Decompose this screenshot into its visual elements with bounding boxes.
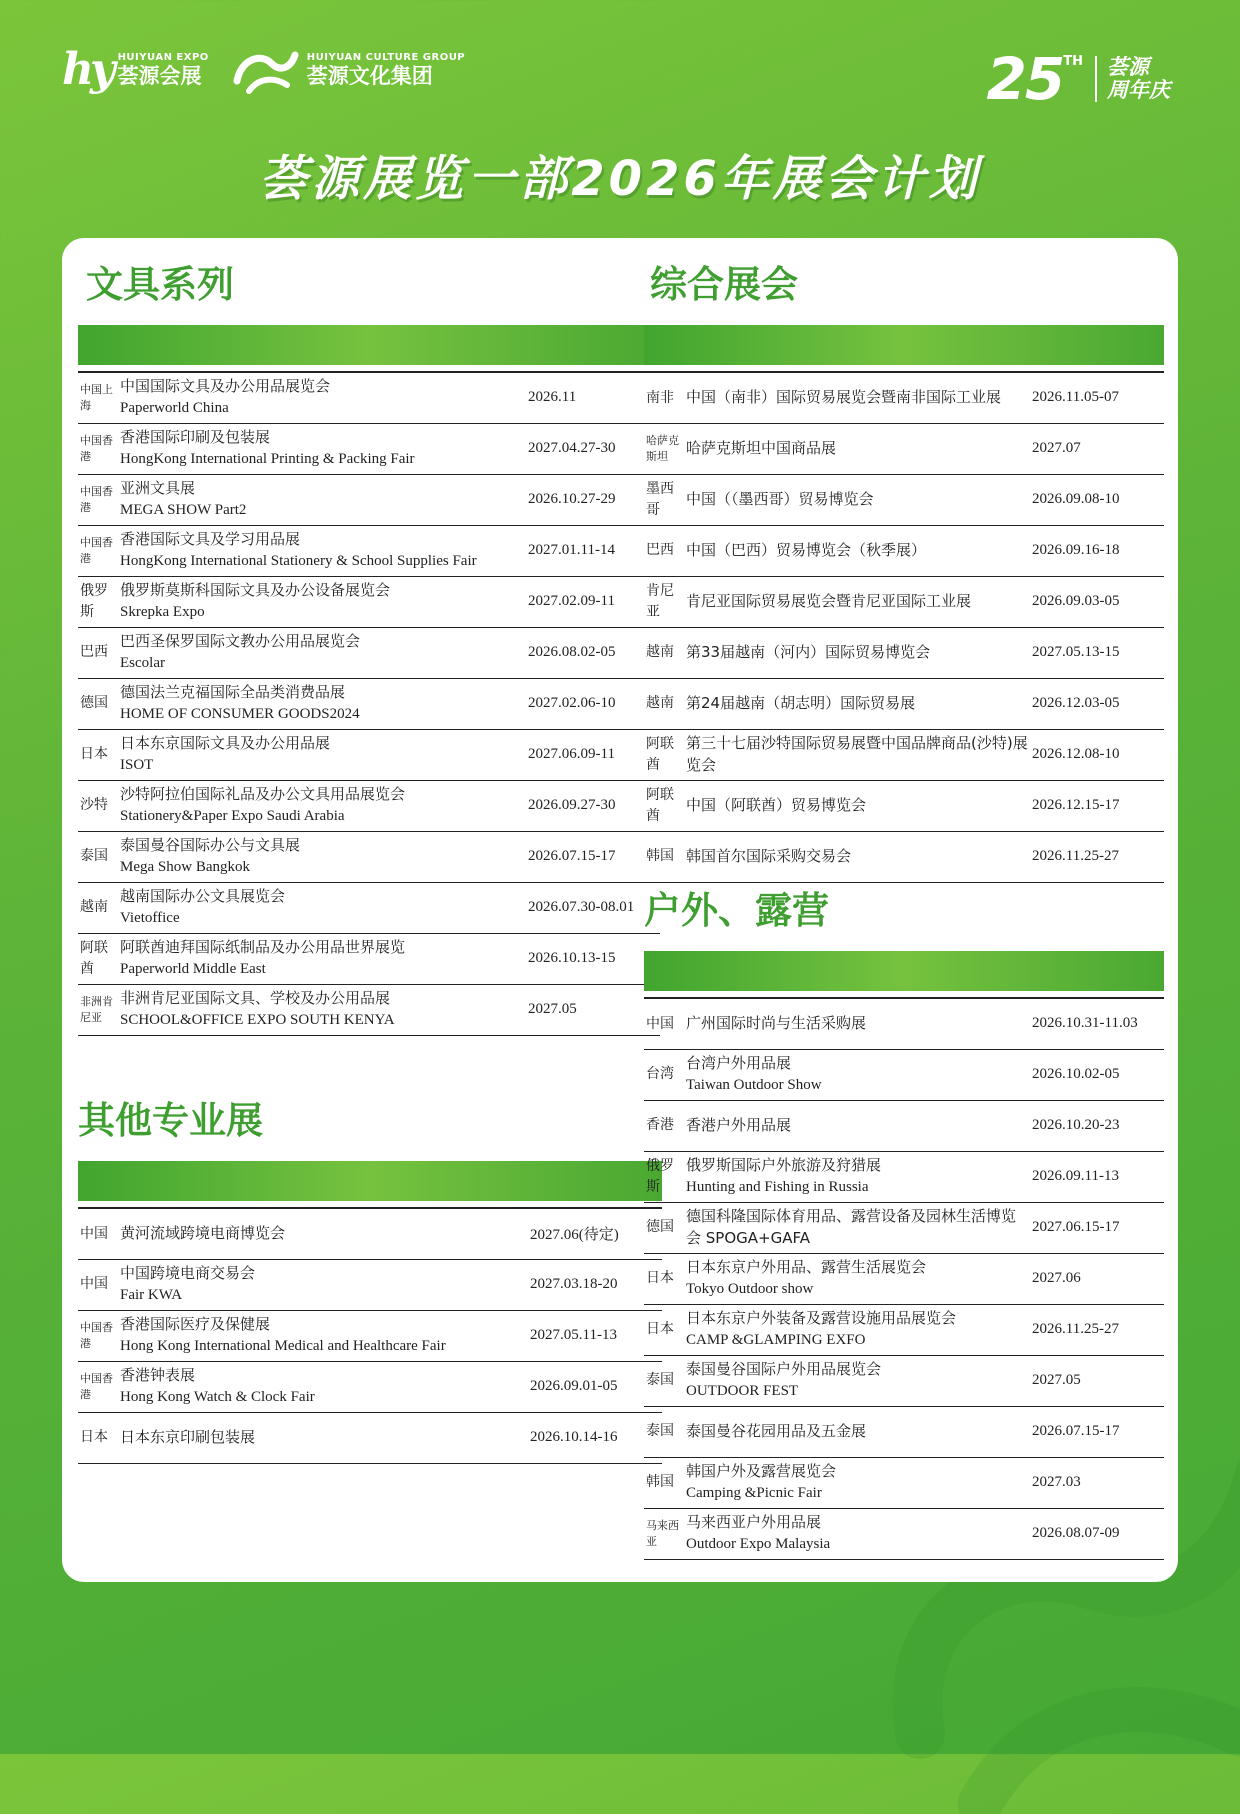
section-header-bar xyxy=(644,325,1164,365)
country-cell: 肯尼亚 xyxy=(644,576,684,627)
country-cell: 香港 xyxy=(644,1100,684,1151)
exhibition-name-en: HOME OF CONSUMER GOODS2024 xyxy=(120,705,360,722)
section-comprehensive xyxy=(644,263,1164,883)
brand-logos xyxy=(62,44,465,95)
exhibition-name-cell xyxy=(118,1310,528,1361)
exhibition-table xyxy=(78,1207,662,1464)
exhibition-name-cell xyxy=(118,1412,528,1463)
table-row xyxy=(644,678,1164,729)
exhibition-name-zh: 台湾户外用品展 xyxy=(686,1053,792,1072)
exhibition-name-zh: 第三十七届沙特国际贸易展暨中国品牌商品(沙特)展览会 xyxy=(686,733,1028,774)
exhibition-name-zh: 阿联酋迪拜国际纸制品及办公用品世界展览 xyxy=(120,937,406,956)
table-row xyxy=(78,831,660,882)
logo1-zh: 荟源会展 xyxy=(117,63,202,88)
exhibition-name-en: Outdoor Expo Malaysia xyxy=(686,1535,831,1552)
schedule-card xyxy=(62,238,1178,1582)
date-cell: 2026.12.03-05 xyxy=(1030,678,1164,729)
exhibition-name-cell xyxy=(118,729,526,780)
country-cell: 南非 xyxy=(644,372,684,423)
country-cell: 俄罗斯 xyxy=(644,1151,684,1202)
country-cell: 阿联酋 xyxy=(78,933,118,984)
table-row xyxy=(644,1151,1164,1202)
exhibition-name-cell xyxy=(118,1361,528,1412)
section-stationery xyxy=(78,263,660,1036)
exhibition-name-zh: 韩国首尔国际采购交易会 xyxy=(686,846,852,865)
table-row xyxy=(644,1304,1164,1355)
table-row xyxy=(644,372,1164,423)
section-title: 综合展会 xyxy=(650,263,798,306)
exhibition-name-zh: 哈萨克斯坦中国商品展 xyxy=(686,438,837,457)
date-cell: 2026.12.15-17 xyxy=(1030,780,1164,831)
page-title: 荟源展览一部2026年展会计划 xyxy=(259,151,981,207)
date-cell: 2027.05.11-13 xyxy=(528,1310,662,1361)
country-cell: 越南 xyxy=(644,678,684,729)
exhibition-name-zh: 黄河流域跨境电商博览会 xyxy=(120,1223,286,1242)
table-row xyxy=(78,474,660,525)
exhibition-name-cell xyxy=(684,1508,1030,1559)
exhibition-name-cell xyxy=(684,525,1030,576)
exhibition-name-cell xyxy=(118,474,526,525)
section-title: 其他专业展 xyxy=(78,1099,263,1142)
divider xyxy=(1095,56,1097,102)
exhibition-name-cell xyxy=(684,729,1030,780)
exhibition-name-zh: 日本东京户外装备及露营设施用品展览会 xyxy=(686,1308,957,1327)
exhibition-name-cell xyxy=(684,831,1030,882)
section-other-professional xyxy=(78,1099,662,1464)
date-cell: 2026.12.08-10 xyxy=(1030,729,1164,780)
table-row xyxy=(78,933,660,984)
date-cell: 2026.09.08-10 xyxy=(1030,474,1164,525)
country-cell: 德国 xyxy=(644,1202,684,1253)
country-cell: 中国香港 xyxy=(78,1361,118,1412)
section-header-bar xyxy=(78,325,660,365)
country-cell: 阿联酋 xyxy=(644,729,684,780)
date-cell: 2027.03 xyxy=(1030,1457,1164,1508)
table-row xyxy=(78,780,660,831)
exhibition-name-cell xyxy=(684,1355,1030,1406)
country-cell: 中国香港 xyxy=(78,1310,118,1361)
table-row xyxy=(644,627,1164,678)
country-cell: 日本 xyxy=(644,1304,684,1355)
exhibition-name-cell xyxy=(118,525,526,576)
table-row xyxy=(644,1253,1164,1304)
exhibition-name-cell xyxy=(684,1406,1030,1457)
country-cell: 哈萨克斯坦 xyxy=(644,423,684,474)
logo2-zh: 荟源文化集团 xyxy=(306,63,433,88)
exhibition-name-zh: 第33届越南（河内）国际贸易博览会 xyxy=(686,642,931,661)
table-row xyxy=(78,1259,662,1310)
date-cell: 2027.05 xyxy=(526,984,660,1035)
exhibition-name-zh: 日本东京印刷包装展 xyxy=(120,1427,256,1446)
country-cell: 非洲肯尼亚 xyxy=(78,984,118,1035)
exhibition-name-zh: 中国（（墨西哥）贸易博览会 xyxy=(686,489,874,508)
date-cell: 2026.09.11-13 xyxy=(1030,1151,1164,1202)
anniversary-line2: 周年庆 xyxy=(1107,78,1170,102)
exhibition-name-en: Vietoffice xyxy=(120,909,180,926)
exhibition-name-zh: 马来西亚户外用品展 xyxy=(686,1512,822,1531)
section-header-bar xyxy=(78,1161,662,1201)
exhibition-name-cell xyxy=(684,1151,1030,1202)
exhibition-name-cell xyxy=(684,780,1030,831)
exhibition-name-cell xyxy=(118,1208,528,1259)
exhibition-name-cell xyxy=(118,423,526,474)
date-cell: 2026.10.20-23 xyxy=(1030,1100,1164,1151)
exhibition-name-zh: 越南国际办公文具展览会 xyxy=(120,886,286,905)
table-row xyxy=(78,372,660,423)
exhibition-name-zh: 俄罗斯国际户外旅游及狩猎展 xyxy=(686,1155,882,1174)
exhibition-name-zh: 香港户外用品展 xyxy=(686,1115,792,1134)
exhibition-table xyxy=(78,371,660,1036)
exhibition-name-zh: 沙特阿拉伯国际礼品及办公文具用品展览会 xyxy=(120,784,406,803)
exhibition-name-zh: 广州国际时尚与生活采购展 xyxy=(686,1013,867,1032)
table-row xyxy=(644,780,1164,831)
section-outdoor-camping xyxy=(644,889,1164,1560)
exhibition-name-en: Camping &Picnic Fair xyxy=(686,1484,822,1501)
exhibition-name-zh: 巴西圣保罗国际文教办公用品展览会 xyxy=(120,631,361,650)
exhibition-name-en: Tokyo Outdoor show xyxy=(686,1280,814,1297)
table-row xyxy=(644,1406,1164,1457)
exhibition-name-cell xyxy=(684,678,1030,729)
date-cell: 2027.04.27-30 xyxy=(526,423,660,474)
country-cell: 中国上海 xyxy=(78,372,118,423)
table-row xyxy=(78,627,660,678)
exhibition-name-zh: 泰国曼谷花园用品及五金展 xyxy=(686,1421,867,1440)
logo1-en: HUIYUAN EXPO xyxy=(117,51,209,63)
exhibition-name-zh: 香港国际医疗及保健展 xyxy=(120,1314,271,1333)
table-row xyxy=(644,525,1164,576)
exhibition-name-cell xyxy=(684,1304,1030,1355)
exhibition-name-cell xyxy=(118,831,526,882)
country-cell: 中国 xyxy=(78,1259,118,1310)
country-cell: 台湾 xyxy=(644,1049,684,1100)
country-cell: 巴西 xyxy=(644,525,684,576)
table-row xyxy=(644,998,1164,1049)
country-cell: 越南 xyxy=(644,627,684,678)
exhibition-name-en: Hunting and Fishing in Russia xyxy=(686,1178,869,1195)
table-row xyxy=(78,1208,662,1259)
exhibition-name-en: Skrepka Expo xyxy=(120,603,205,620)
table-row xyxy=(78,1310,662,1361)
table-row xyxy=(644,1457,1164,1508)
exhibition-name-cell xyxy=(684,1457,1030,1508)
table-row xyxy=(644,1049,1164,1100)
exhibition-name-cell xyxy=(118,1259,528,1310)
table-row xyxy=(78,1361,662,1412)
huiyuan-culture-logo xyxy=(231,45,465,95)
anniversary-number: 25 xyxy=(986,45,1064,113)
date-cell: 2026.11.25-27 xyxy=(1030,831,1164,882)
date-cell: 2027.02.09-11 xyxy=(526,576,660,627)
exhibition-name-zh: 亚洲文具展 xyxy=(120,478,196,497)
exhibition-name-en: HongKong International Printing & Packing Fair xyxy=(120,450,415,467)
exhibition-name-zh: 泰国曼谷国际办公与文具展 xyxy=(120,835,301,854)
table-row xyxy=(644,1508,1164,1559)
exhibition-name-cell xyxy=(118,984,526,1035)
exhibition-name-en: OUTDOOR FEST xyxy=(686,1382,799,1399)
exhibition-name-cell xyxy=(684,372,1030,423)
date-cell: 2027.01.11-14 xyxy=(526,525,660,576)
exhibition-name-en: Paperworld China xyxy=(120,399,229,416)
exhibition-name-zh: 中国（阿联酋）贸易博览会 xyxy=(686,795,867,814)
table-row xyxy=(644,474,1164,525)
table-row xyxy=(78,729,660,780)
exhibition-name-cell xyxy=(684,627,1030,678)
country-cell: 泰国 xyxy=(644,1355,684,1406)
country-cell: 韩国 xyxy=(644,831,684,882)
exhibition-name-zh: 韩国户外及露营展览会 xyxy=(686,1461,837,1480)
country-cell: 韩国 xyxy=(644,1457,684,1508)
exhibition-name-cell xyxy=(684,1049,1030,1100)
anniversary-line1: 荟源 xyxy=(1107,54,1149,79)
exhibition-name-zh: 香港钟表展 xyxy=(120,1365,196,1384)
country-cell: 德国 xyxy=(78,678,118,729)
date-cell: 2026.07.30-08.01 xyxy=(526,882,660,933)
date-cell: 2027.06.15-17 xyxy=(1030,1202,1164,1253)
country-cell: 中国 xyxy=(78,1208,118,1259)
date-cell: 2027.07 xyxy=(1030,423,1164,474)
exhibition-name-zh: 中国跨境电商交易会 xyxy=(120,1263,256,1282)
date-cell: 2026.10.14-16 xyxy=(528,1412,662,1463)
country-cell: 日本 xyxy=(78,1412,118,1463)
exhibition-name-zh: 中国（巴西）贸易博览会（秋季展） xyxy=(686,540,927,559)
exhibition-name-zh: 日本东京国际文具及办公用品展 xyxy=(120,733,331,752)
table-row xyxy=(644,1100,1164,1151)
country-cell: 中国香港 xyxy=(78,525,118,576)
table-row xyxy=(644,831,1164,882)
exhibition-name-en: Hong Kong Watch & Clock Fair xyxy=(120,1388,315,1405)
country-cell: 越南 xyxy=(78,882,118,933)
table-row xyxy=(78,882,660,933)
date-cell: 2026.11.05-07 xyxy=(1030,372,1164,423)
country-cell: 日本 xyxy=(78,729,118,780)
huiyuan-expo-logo xyxy=(62,44,209,95)
date-cell: 2026.08.07-09 xyxy=(1030,1508,1164,1559)
date-cell: 2026.07.15-17 xyxy=(1030,1406,1164,1457)
section-title: 文具系列 xyxy=(86,263,234,306)
date-cell: 2027.05 xyxy=(1030,1355,1164,1406)
date-cell: 2027.06 xyxy=(1030,1253,1164,1304)
exhibition-name-cell xyxy=(684,1100,1030,1151)
date-cell: 2026.10.27-29 xyxy=(526,474,660,525)
date-cell: 2026.11.25-27 xyxy=(1030,1304,1164,1355)
section-title: 户外、露营 xyxy=(644,889,829,932)
exhibition-name-zh: 中国国际文具及办公用品展览会 xyxy=(120,377,331,395)
country-cell: 泰国 xyxy=(78,831,118,882)
country-cell: 阿联酋 xyxy=(644,780,684,831)
exhibition-name-zh: 香港国际文具及学习用品展 xyxy=(120,529,301,548)
exhibition-name-cell xyxy=(118,576,526,627)
exhibition-name-zh: 肯尼亚国际贸易展览会暨肯尼亚国际工业展 xyxy=(686,591,972,610)
exhibition-name-en: Taiwan Outdoor Show xyxy=(686,1076,822,1093)
exhibition-name-cell xyxy=(684,998,1030,1049)
date-cell: 2026.09.27-30 xyxy=(526,780,660,831)
country-cell: 沙特 xyxy=(78,780,118,831)
date-cell: 2026.09.01-05 xyxy=(528,1361,662,1412)
table-row xyxy=(78,984,660,1035)
table-row xyxy=(644,1202,1164,1253)
exhibition-name-en: Paperworld Middle East xyxy=(120,960,266,977)
exhibition-name-cell xyxy=(118,627,526,678)
table-row xyxy=(78,525,660,576)
table-row xyxy=(644,423,1164,474)
date-cell: 2027.02.06-10 xyxy=(526,678,660,729)
exhibition-name-en: ISOT xyxy=(120,756,154,773)
exhibition-name-zh: 第24届越南（胡志明）国际贸易展 xyxy=(686,693,916,712)
date-cell: 2026.10.13-15 xyxy=(526,933,660,984)
country-cell: 中国 xyxy=(644,998,684,1049)
section-header-bar xyxy=(644,951,1164,991)
date-cell: 2026.10.02-05 xyxy=(1030,1049,1164,1100)
exhibition-name-zh: 日本东京户外用品、露营生活展览会 xyxy=(686,1257,927,1276)
exhibition-name-en: Mega Show Bangkok xyxy=(120,858,250,875)
exhibition-name-en: Escolar xyxy=(120,654,165,671)
date-cell: 2026.08.02-05 xyxy=(526,627,660,678)
table-row xyxy=(78,423,660,474)
country-cell: 马来西亚 xyxy=(644,1508,684,1559)
exhibition-name-zh: 泰国曼谷国际户外用品展览会 xyxy=(686,1359,882,1378)
exhibition-name-zh: 非洲肯尼亚国际文具、学校及办公用品展 xyxy=(120,988,391,1007)
date-cell: 2027.03.18-20 xyxy=(528,1259,662,1310)
country-cell: 中国香港 xyxy=(78,474,118,525)
exhibition-table xyxy=(644,371,1164,883)
date-cell: 2026.09.03-05 xyxy=(1030,576,1164,627)
exhibition-name-cell xyxy=(118,372,526,423)
table-row xyxy=(78,576,660,627)
country-cell: 墨西哥 xyxy=(644,474,684,525)
country-cell: 日本 xyxy=(644,1253,684,1304)
exhibition-name-en: SCHOOL&OFFICE EXPO SOUTH KENYA xyxy=(120,1011,395,1028)
table-row xyxy=(644,1355,1164,1406)
table-row xyxy=(78,1412,662,1463)
anniversary-badge xyxy=(986,45,1170,113)
exhibition-name-cell xyxy=(684,1202,1030,1253)
exhibition-name-zh: 中国（南非）国际贸易展览会暨南非国际工业展 xyxy=(686,387,1002,406)
exhibition-name-en: Hong Kong International Medical and Healthcare Fair xyxy=(120,1337,446,1354)
country-cell: 巴西 xyxy=(78,627,118,678)
exhibition-name-zh: 德国科隆国际体育用品、露营设备及园林生活博览会 SPOGA+GAFA xyxy=(686,1206,1017,1247)
date-cell: 2026.09.16-18 xyxy=(1030,525,1164,576)
logo1-mark: hy xyxy=(62,44,112,95)
exhibition-name-en: Fair KWA xyxy=(120,1286,183,1303)
culture-logo-icon xyxy=(231,45,301,95)
country-cell: 泰国 xyxy=(644,1406,684,1457)
exhibition-name-zh: 俄罗斯莫斯科国际文具及办公设备展览会 xyxy=(120,580,391,599)
date-cell: 2026.07.15-17 xyxy=(526,831,660,882)
exhibition-name-cell xyxy=(118,678,526,729)
date-cell: 2027.05.13-15 xyxy=(1030,627,1164,678)
table-row xyxy=(644,576,1164,627)
exhibition-table xyxy=(644,997,1164,1560)
exhibition-name-cell xyxy=(684,423,1030,474)
exhibition-name-en: Stationery&Paper Expo Saudi Arabia xyxy=(120,807,345,824)
date-cell: 2026.10.31-11.03 xyxy=(1030,998,1164,1049)
exhibition-name-cell xyxy=(118,780,526,831)
date-cell: 2027.06.09-11 xyxy=(526,729,660,780)
date-cell: 2027.06(待定) xyxy=(528,1208,662,1259)
exhibition-name-en: HongKong International Stationery & School Supplies Fair xyxy=(120,552,477,569)
exhibition-name-en: MEGA SHOW Part2 xyxy=(120,501,247,518)
country-cell: 俄罗斯 xyxy=(78,576,118,627)
exhibition-name-zh: 德国法兰克福国际全品类消费品展 xyxy=(120,682,346,701)
table-row xyxy=(78,678,660,729)
table-row xyxy=(644,729,1164,780)
country-cell: 中国香港 xyxy=(78,423,118,474)
exhibition-name-en: CAMP &GLAMPING EXFO xyxy=(686,1331,866,1348)
exhibition-name-cell xyxy=(684,576,1030,627)
anniversary-suffix: TH xyxy=(1063,54,1083,69)
date-cell: 2026.11 xyxy=(526,372,660,423)
exhibition-name-cell xyxy=(684,1253,1030,1304)
exhibition-name-cell xyxy=(684,474,1030,525)
exhibition-name-cell xyxy=(118,882,526,933)
exhibition-name-cell xyxy=(118,933,526,984)
exhibition-name-zh: 香港国际印刷及包装展 xyxy=(120,427,271,446)
logo2-en: HUIYUAN CULTURE GROUP xyxy=(306,51,466,63)
